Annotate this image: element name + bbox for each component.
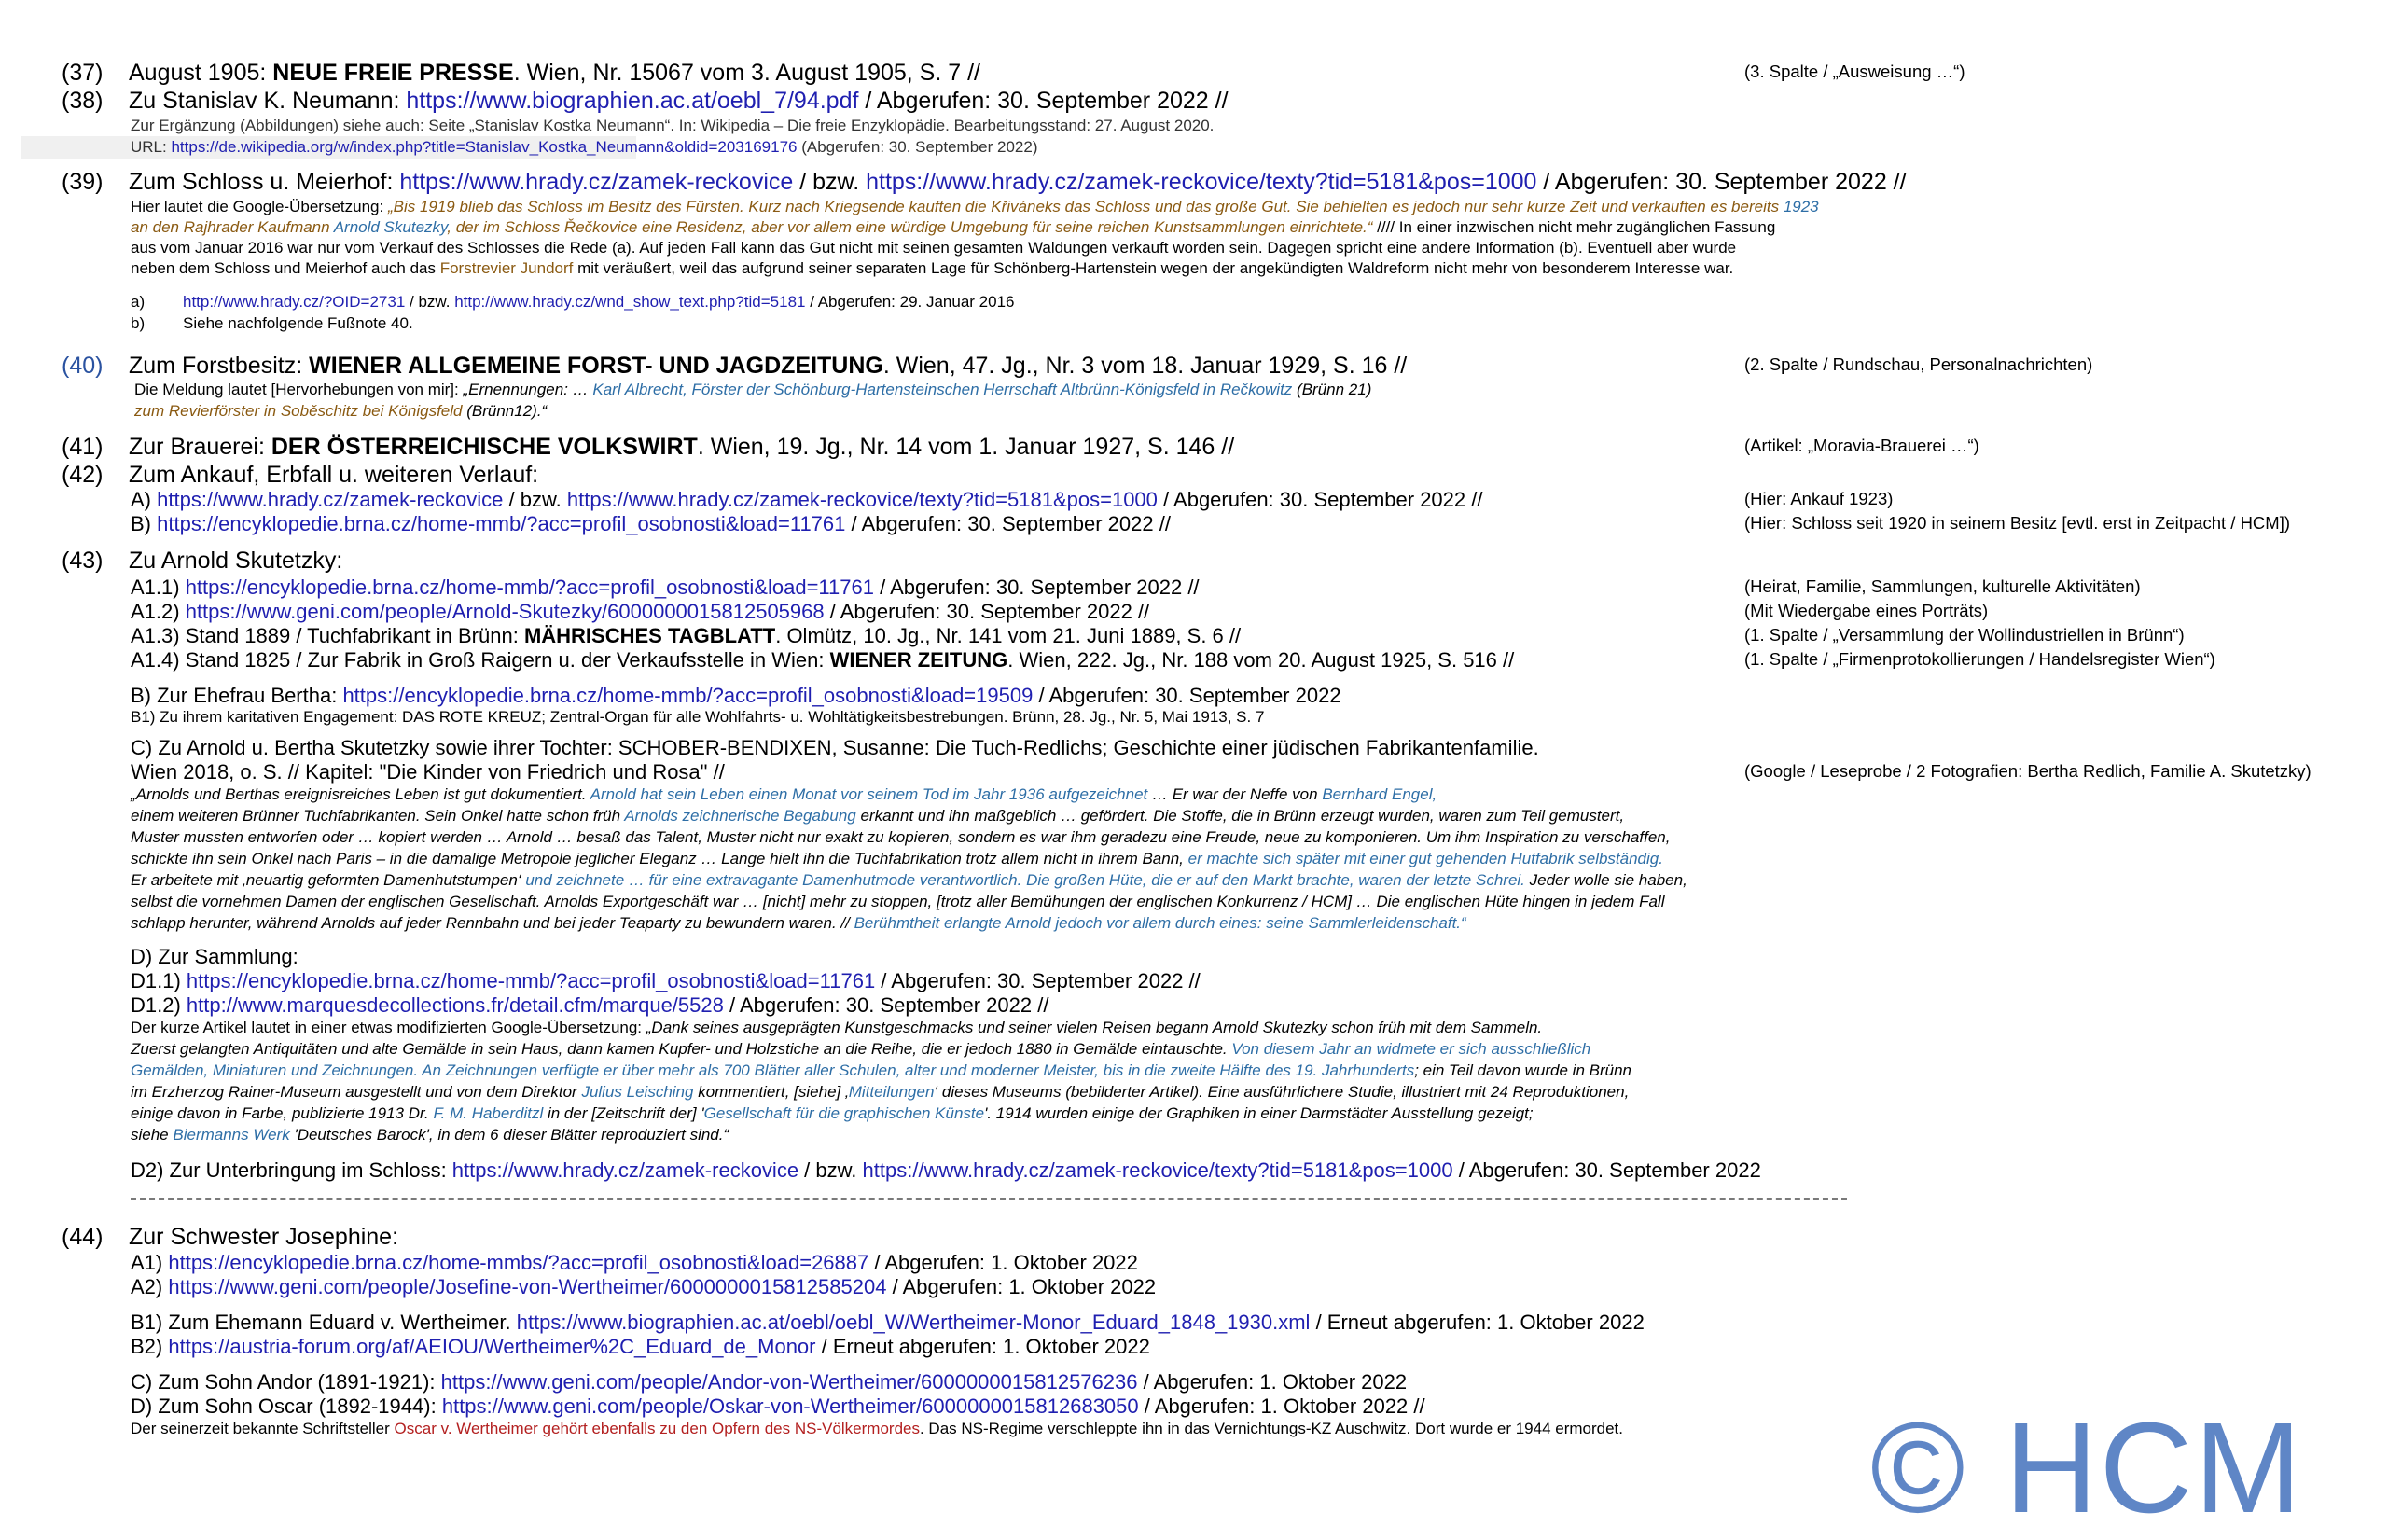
footnote-41-prefix: Zur Brauerei: [129,434,271,460]
item-label: A1.2) [131,600,186,623]
footnote-40-side-note: (2. Spalte / Rundschau, Personalnachrichten) [1744,354,2093,374]
quote-span: „Dank seines ausgeprägten Kunstgeschmacks und seiner vielen Reisen begann Arnold Skutezky schon früh mit dem Sammeln. [646,1019,1543,1036]
footnote-43-title: Zu Arnold Skutetzky: [129,548,343,574]
quote-span: „Ernennungen: … [463,381,593,398]
name-span: Julius Leisching [581,1083,694,1101]
footnote-40-prefix: Zum Forstbesitz: [129,353,310,379]
hrady-oid-link[interactable]: http://www.hrady.cz/?OID=2731 [183,293,406,311]
quote-span: schickte ihn sein Onkel nach Paris – in die damalige Metropole jeglicher Eleganz … Lange hielt ihn die Tuchfabrikation trotz allem nicht in ihrem Bann, [131,850,1188,867]
footnote-38-line [129,87,1229,115]
article-line-3 [131,1061,1631,1082]
geni-link[interactable]: https://www.geni.com/people/Andor-von-Wertheimer/6000000015812576236 [440,1370,1138,1394]
copyright-watermark: © HCM [1870,1396,2304,1540]
dashed-divider [131,1198,1847,1200]
quote-line-6: selbst die vornehmen Damen der englischen Gesellschaft. Arnolds Exportgeschäft war … [nicht] mehr zu stoppen, [trotz aller Bemühungen der englischen Konkurrenz / HCM] … Die englischen Hüte hingen in jedem Fall [131,893,1665,910]
newspaper-title: MÄHRISCHES TAGBLATT [523,624,776,647]
footnote-43-d12 [131,992,1048,1018]
text-span: //// In einer inzwischen nicht mehr zugänglichen Fassung [1372,218,1776,236]
item-label: A1) [131,1251,169,1274]
footnote-38-note: Zur Ergänzung (Abbildungen) siehe auch: Seite „Stanislav Kostka Neumann“. In: Wikipedia – Die freie Enzyklopädie. Bearbeitungsstand: 27. August 2020. [131,117,1215,134]
article-line-2 [131,1039,1590,1061]
footnote-42-a-side: (Hier: Ankauf 1923) [1744,489,1894,508]
quote-span: 'Deutsches Barock', in dem 6 dieser Blätter reproduziert sind.“ [289,1126,729,1144]
quote-span: „Arnolds und Berthas ereignisreiches Leben ist gut dokumentiert. [131,785,590,803]
quote-line-3: Muster mussten entworfen oder … kopiert werden … Arnold … besaß das Talent, Muster nicht nur exakt zu kopieren, sondern es war ihm geradezu eine Freude, neue zu komponieren. Um ihm Inspiration zu verschaffen, [131,828,1671,846]
highlight-span: und zeichnete … für eine extravagante Damenhutmode verantwortlich. Die großen Hüte, die er auf den Markt brachte, waren der letzte Schrei. [525,871,1525,889]
separator-text: / bzw. [405,293,455,311]
footnote-41-citation: . Wien, 19. Jg., Nr. 14 vom 1. Januar 1927, S. 146 // [697,434,1235,460]
encyklopedie-link[interactable]: https://encyklopedie.brna.cz/home-mmb/?acc=profil_osobnosti&load=19509 [342,684,1034,707]
item-label: A) [131,488,158,511]
accessed-text: / Abgerufen: 30. September 2022 // [723,993,1049,1017]
article-line-6 [131,1125,729,1146]
accessed-text: / Abgerufen: 1. Oktober 2022 [1137,1370,1408,1394]
name-span: Arnold Skutezky [333,218,448,236]
newspaper-title: NEUE FREIE PRESSE [272,60,514,86]
text-span: Der kurze Artikel lautet in einer etwas modifizierten Google-Übersetzung: [131,1019,646,1036]
footnote-43-d11 [131,968,1201,993]
sub-a-line [183,292,1015,313]
footnote-number: (43) [62,548,104,574]
hrady-link[interactable]: https://www.hrady.cz/zamek-reckovice [399,169,794,195]
accessed-text: / Abgerufen: 30. September 2022 [1033,684,1341,707]
footnote-number: (42) [62,462,104,488]
footnote-43-a14 [131,647,1514,673]
highlight-span: Von diesem Jahr an widmete er sich ausschließlich [1231,1040,1591,1058]
footnote-43-a14-side: (1. Spalte / „Firmenprotokollierungen / Handelsregister Wien“) [1744,649,2215,669]
quote-span: ‘ dieses Museums (bebilderter Artikel). Eine ausführlichere Studie, illustriert mit 24 Reproduktionen, [934,1083,1630,1101]
item-label: A2) [131,1275,169,1298]
footnote-39-line [129,168,1907,196]
item-label: A1.3) Stand 1889 / Tuchfabrikant in Brünn: [131,624,524,647]
geni-link[interactable]: https://www.geni.com/people/Arnold-Skutezky/6000000015812505968 [185,600,825,623]
quote-span: '. 1914 wurden einige der Graphiken in einer Darmstädter Ausstellung gezeigt; [984,1104,1534,1122]
footnote-44-a2 [131,1274,1156,1299]
footnote-39-prefix: Zum Schloss u. Meierhof: [129,169,400,195]
quote-line-1 [131,784,1437,806]
quote-span: ; ein Teil davon wurde in Brünn [1414,1061,1631,1079]
citation-text: . Olmütz, 10. Jg., Nr. 141 vom 21. Juni 1889, S. 6 // [775,624,1242,647]
footnote-37-side-note: (3. Spalte / „Ausweisung …“) [1744,62,1965,81]
highlight-span: zum Revierförster in Soběschitz bei Königsfeld [134,402,463,420]
footnote-44-title: Zur Schwester Josephine: [129,1224,399,1250]
name-span: Mitteilungen [848,1083,935,1101]
quote-span: erkannt und ihn maßgeblich … gefördert. Die Stoffe, die in Brünn erzeugt wurden, waren zum Teil gemustert, [855,807,1625,825]
quote-span: „Bis 1919 blieb das Schloss im Besitz des Fürsten. Kurz nach Kriegsende kauften die [387,198,992,215]
footnote-43-b [131,683,1341,708]
highlight-span: Karl Albrecht, Förster der Schönburg-Hartensteinschen Herrschaft Altbrünn-Königsfeld in Rečkowitz [592,381,1293,398]
footnote-43-a11-side: (Heirat, Familie, Sammlungen, kulturelle Aktivitäten) [1744,576,2141,596]
quote-span: s das Schloss und das große Gut. [1052,198,1297,215]
name-span: Biermanns Werk [173,1126,290,1144]
footnote-41-line [129,433,1234,461]
quote-span: (Brünn 21) [1292,381,1372,398]
footnote-number: (44) [62,1224,104,1250]
sub-b-label: b) [131,314,146,332]
newspaper-title: WIENER ALLGEMEINE FORST- UND JAGDZEITUNG [309,353,883,379]
footnote-43-c-side: (Google / Leseprobe / 2 Fotografien: Bertha Redlich, Familie A. Skutetzky) [1744,761,2312,781]
message-line-2 [134,401,547,423]
footnote-37-line [129,59,980,87]
accessed-text: / Abgerufen: 1. Oktober 2022 // [1138,1394,1425,1418]
newspaper-title: DER ÖSTERREICHISCHE VOLKSWIRT [271,434,698,460]
quote-span: Sie behielten es jedoch nur sehr kurze Zeit und verkauften es bereits [1296,198,1784,215]
quote-span: kommentiert, [siehe] ‚ [693,1083,849,1101]
hrady-link[interactable]: https://www.hrady.cz/zamek-reckovice [157,488,504,511]
footnote-43-a13-side: (1. Spalte / „Versammlung der Wollindustriellen in Brünn“) [1744,625,2185,645]
translation-line-1 [131,197,1819,218]
translation-line-4 [131,258,1733,280]
quote-span: Er arbeitete mit ‚neuartig geformten Damenhutstumpen‘ [131,871,526,889]
highlight-span: Oscar v. Wertheimer gehört ebenfalls zu den Opfern des NS-Völkermordes [394,1420,920,1437]
item-label: B2) [131,1335,169,1358]
accessed-text: / Abgerufen: 1. Oktober 2022 [886,1275,1157,1298]
biographien-link[interactable]: https://www.biographien.ac.at/oebl_7/94.pdf [406,88,859,114]
footnote-44-a1 [131,1250,1138,1275]
message-line-1 [134,380,1371,401]
quote-span: Zuerst gelangten Antiquitäten und alte Gemälde in sein Haus, dann kamen Kupfer- und Holzstiche an die Reihe, die er jedoch 1880 in Gemälde eintauschte. [131,1040,1232,1058]
quote-line-4 [131,849,1663,870]
encyklopedie-link[interactable]: https://encyklopedie.brna.cz/home-mmb/?acc=profil_osobnosti&load=11761 [157,512,846,535]
footnote-number: (40) [62,353,104,379]
accessed-text: / Abgerufen: 1. Oktober 2022 [868,1251,1138,1274]
newspaper-title: WIENER ZEITUNG [829,648,1008,672]
name-span: F. M. Haberditzl [433,1104,544,1122]
highlight-span: Gemälden, Miniaturen und Zeichnungen. An Zeichnungen verfügte er über mehr als 700 Blätter aller Schulen, alter und moderner Meister, bis in die zweite Hälfte des 19. Jahrhunderts [131,1061,1415,1079]
item-label: D1.2) [131,993,187,1017]
accessed-text: / Abgerufen: 29. Januar 2016 [805,293,1015,311]
quote-span: im Erzherzog Rainer-Museum ausgestellt und von dem Direktor [131,1083,582,1101]
article-line-4 [131,1082,1629,1103]
article-line-5 [131,1103,1534,1125]
quote-line-5 [131,870,1687,892]
footnote-44-d [131,1394,1425,1419]
item-label: D2) Zur Unterbringung im Schloss: [131,1158,452,1182]
url-label: URL: [131,138,172,156]
biographien-link[interactable]: https://www.biographien.ac.at/oebl/oebl_W/Wertheimer-Monor_Eduard_1848_1930.xml [516,1311,1311,1334]
quote-span: an den Rajhrader Kaufmann [131,218,334,236]
footnote-41-side-note: (Artikel: „Moravia-Brauerei …“) [1744,436,1979,455]
austria-forum-link[interactable]: https://austria-forum.org/af/AEIOU/Wertheimer%2C_Eduard_de_Monor [168,1335,816,1358]
footnote-43-d: D) Zur Sammlung: [131,945,298,968]
item-label: B) [131,512,158,535]
footnote-38-prefix: Zu Stanislav K. Neumann: [129,88,407,114]
sub-b-text: Siehe nachfolgende Fußnote 40. [183,314,413,332]
quote-span: einige davon in Farbe, publizierte 1913 Dr. [131,1104,434,1122]
text-span: Die Meldung lautet [Hervorhebungen von mir]: [134,381,464,398]
quote-span: Jeder wolle sie haben, [1524,871,1687,889]
hrady-texty-link[interactable]: https://www.hrady.cz/zamek-reckovice/texty?tid=5181&pos=1000 [866,169,1537,195]
article-line-1 [131,1018,1542,1039]
text-span: Der seinerzeit bekannte Schriftsteller [131,1420,395,1437]
accessed-text: / Abgerufen: 30. September 2022 // [875,969,1201,992]
quote-span: schlapp herunter, während Arnolds auf jeder Rennbahn und bei jeder Teaparty zu bewundern waren. // [131,914,854,932]
encyklopedie-link[interactable]: https://encyklopedie.brna.cz/home-mmb/?acc=profil_osobnosti&load=11761 [186,969,876,992]
footnote-42-title: Zum Ankauf, Erbfall u. weiteren Verlauf: [129,462,539,488]
footnote-40-citation: . Wien, 47. Jg., Nr. 3 vom 18. Januar 1929, S. 16 // [882,353,1408,379]
item-label: D1.1) [131,969,187,992]
item-label: B1) Zum Ehemann Eduard v. Wertheimer. [131,1311,517,1334]
quote-span: in der [Zeitschrift der] ' [543,1104,704,1122]
hrady-link[interactable]: https://www.hrady.cz/zamek-reckovice [451,1158,799,1182]
name-span: Gesellschaft für die graphischen Künste [703,1104,985,1122]
hrady-text-link[interactable]: http://www.hrady.cz/wnd_show_text.php?tid=5181 [454,293,806,311]
citation-text: . Wien, 222. Jg., Nr. 188 vom 20. August 1925, S. 516 // [1007,648,1515,672]
footnote-43-b1: B1) Zu ihrem karitativen Engagement: DAS ROTE KREUZ; Zentral-Organ für alle Wohlfahrts- u. Wohltätigkeitsbestrebungen. Brünn, 28. Jg., Nr. 5, Mai 1913, S. 7 [131,708,1265,726]
footnote-43-c1: C) Zu Arnold u. Bertha Skutetzky sowie ihrer Tochter: SCHOBER-BENDIXEN, Susanne: Die Tuch-Redlichs; Geschichte einer jüdischen Fabrikantenfamilie. [131,736,1539,759]
footnote-number: (38) [62,88,104,114]
hrady-texty-link[interactable]: https://www.hrady.cz/zamek-reckovice/texty?tid=5181&pos=1000 [862,1158,1453,1182]
highlight-span: Arnold hat sein Leben einen Monat vor seinem Tod im Jahr 1936 aufgezeichnet [590,785,1148,803]
item-label: A1.1) [131,576,186,599]
footnote-37-citation: . Wien, Nr. 15067 vom 3. August 1905, S. 7 // [513,60,980,86]
encyklopedie-link[interactable]: https://encyklopedie.brna.cz/home-mmbs/?acc=profil_osobnosti&load=26887 [168,1251,869,1274]
encyklopedie-link[interactable]: https://encyklopedie.brna.cz/home-mmb/?acc=profil_osobnosti&load=11761 [185,576,874,599]
accessed-text: / Abgerufen: 30. September 2022 // [824,600,1150,623]
marques-link[interactable]: http://www.marquesdecollections.fr/detail.cfm/marque/5528 [186,993,724,1017]
translation-line-3: aus vom Januar 2016 war nur vom Verkauf des Schlosses die Rede (a). Auf jeden Fall kann das Gut nicht mit seinen gesamten Waldungen verkauft worden sein. Dagegen spricht eine andere Information (b). Eventuell aber wurde [131,239,1737,257]
footnote-number: (41) [62,434,104,460]
sub-a-label: a) [131,293,146,311]
name-span: Křivánek [991,198,1053,215]
highlight-span: Arnolds zeichnerische Begabung [624,807,856,825]
quote-line-7 [131,913,1466,935]
footnote-number: (37) [62,60,104,86]
url-accessed: (Abgerufen: 30. September 2022) [797,138,1038,156]
quote-span: , der im Schloss Řečkovice eine Residenz, aber vor allem eine würdige Umgebung für seine reichen Kunstsammlungen einrichtete.“ [447,218,1373,236]
hrady-texty-link[interactable]: https://www.hrady.cz/zamek-reckovice/texty?tid=5181&pos=1000 [566,488,1158,511]
footnote-43-c2: Wien 2018, o. S. // Kapitel: "Die Kinder von Friedrich und Rosa" // [131,760,725,784]
accessed-text: / Erneut abgerufen: 1. Oktober 2022 [815,1335,1150,1358]
footnote-40-line [129,352,1407,380]
quote-span: … Er war der Neffe von [1147,785,1323,803]
quote-span: einem weiteren Brünner Tuchfabrikanten. Sein Onkel hatte schon früh [131,807,625,825]
highlight-span: Berühmtheit erlangte Arnold jedoch vor allem durch eines: seine Sammlerleidenschaft.“ [854,914,1466,932]
wikipedia-link[interactable]: https://de.wikipedia.org/w/index.php?title=Stanislav_Kostka_Neumann&oldid=203169176 [171,138,798,156]
footnote-43-a12-side: (Mit Wiedergabe eines Porträts) [1744,601,1989,620]
highlight-span: er machte sich später mit einer gut gehenden Hutfabrik selbständig. [1187,850,1663,867]
geni-link[interactable]: https://www.geni.com/people/Oskar-von-Wertheimer/6000000015812683050 [441,1394,1139,1418]
quote-span: (Brünn12).“ [462,402,548,420]
footnote-44-e [131,1419,1623,1440]
quote-line-2 [131,806,1624,827]
footnote-44-b1 [131,1310,1645,1335]
footnote-43-a13 [131,623,1241,648]
footnote-42-b-side: (Hier: Schloss seit 1920 in seinem Besitz [evtl. erst in Zeitpacht / HCM]) [1744,513,2291,533]
footnote-42-a [131,487,1482,512]
item-label: C) Zum Sohn Andor (1891-1921): [131,1370,441,1394]
footnote-37-prefix: August 1905: [129,60,273,86]
forest-name: Forstrevier Jundorf [439,259,574,277]
separator-text: / bzw. [793,169,867,195]
footnote-38-url-line [131,137,1037,159]
item-label: D) Zum Sohn Oscar (1892-1944): [131,1394,442,1418]
footnote-38-accessed: / Abgerufen: 30. September 2022 // [858,88,1229,114]
item-label: B) Zur Ehefrau Bertha: [131,684,343,707]
separator-text: / bzw. [503,488,567,511]
footnote-44-c [131,1369,1407,1394]
item-label: A1.4) Stand 1825 / Zur Fabrik in Groß Raigern u. der Verkaufsstelle in Wien: [131,648,830,672]
footnote-44-b2 [131,1334,1150,1359]
text-span: Hier lautet die Google-Übersetzung: [131,198,388,215]
footnote-39-accessed: / Abgerufen: 30. September 2022 // [1536,169,1907,195]
footnote-number: (39) [62,169,104,195]
translation-line-2 [131,217,1775,239]
text-span: neben dem Schloss und Meierhof auch das [131,259,440,277]
accessed-text: / Abgerufen: 30. September 2022 [1452,1158,1761,1182]
footnote-43-a12 [131,599,1149,624]
year-span: 1923 [1783,198,1819,215]
text-span: mit veräußert, weil das aufgrund seiner separaten Lage für Schönberg-Hartenstein wegen der angekündigten Waldreform nicht mehr von besonderem Interesse war. [573,259,1734,277]
text-span: . Das NS-Regime verschleppte ihn in das Vernichtungs-KZ Auschwitz. Dort wurde er 1944 ermordet. [919,1420,1623,1437]
highlight-span: Bernhard Engel, [1322,785,1437,803]
accessed-text: / Abgerufen: 30. September 2022 // [1157,488,1483,511]
accessed-text: / Abgerufen: 30. September 2022 // [845,512,1171,535]
footnote-43-a11 [131,575,1200,600]
footnote-42-b [131,511,1171,536]
accessed-text: / Abgerufen: 30. September 2022 // [873,576,1200,599]
accessed-text: / Erneut abgerufen: 1. Oktober 2022 [1310,1311,1645,1334]
separator-text: / bzw. [798,1158,863,1182]
geni-link[interactable]: https://www.geni.com/people/Josefine-von-Wertheimer/6000000015812585204 [168,1275,887,1298]
footnote-43-d2 [131,1158,1761,1183]
quote-span: siehe [131,1126,174,1144]
